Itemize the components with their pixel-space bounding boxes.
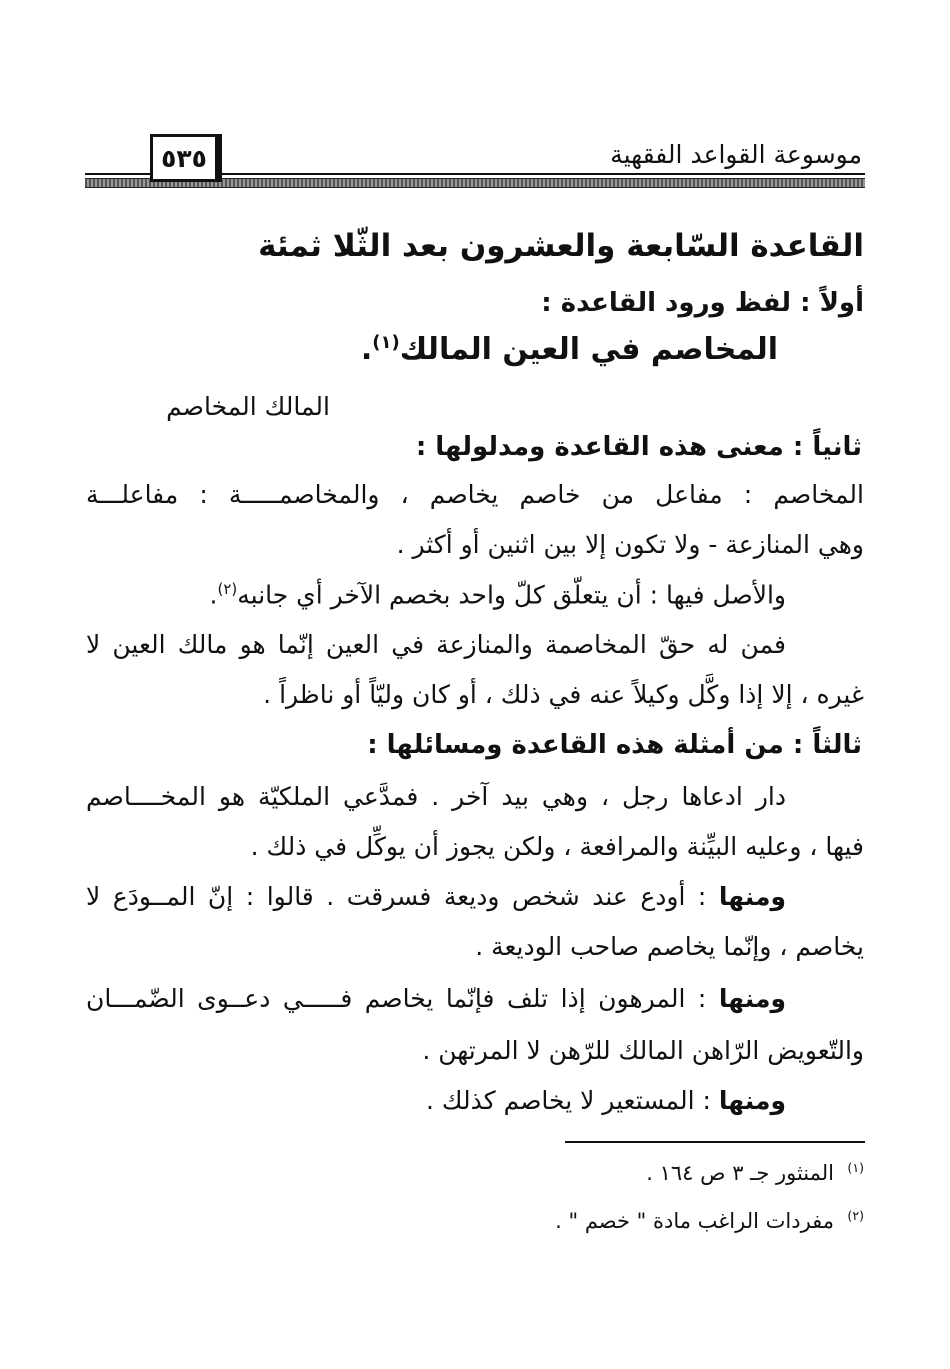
meaning-line-3-end: . xyxy=(209,580,218,610)
footnote-ref-1: (١) xyxy=(372,332,400,353)
rule-title: القاعدة السّابعة والعشرون بعد الثّلا ثمئة xyxy=(258,228,864,264)
example-lead-3: ومنها xyxy=(718,1086,786,1115)
footnote-2-number: (٢) xyxy=(847,1208,864,1223)
example-line-6: والتّعويض الرّاهن المالك للرّهن لا المرتهن . xyxy=(422,1036,864,1065)
example-line-7-text: : المستعير لا يخاصم كذلك . xyxy=(426,1086,719,1115)
example-line-7 xyxy=(426,1086,786,1115)
footnote-1 xyxy=(646,1160,864,1185)
example-lead-2: ومنها xyxy=(718,984,786,1013)
meaning-line-5: غيره ، إلا إذا وكَّل وكيلاً عنه في ذلك ، أو كان وليّاً أو ناظراً . xyxy=(263,680,864,709)
footnote-ref-2: (٢) xyxy=(217,580,238,598)
footnote-2 xyxy=(555,1208,864,1233)
example-line-3-text: : أودع عند شخص وديعة فسرقت . قالوا : إنّ المــودَع لا xyxy=(86,882,719,911)
example-line-1: دار ادعاها رجل ، وهي بيد آخر . فمدَّعي الملكيّة هو المخــــاصم xyxy=(86,782,786,811)
alternative-wording: المالك المخاصم xyxy=(166,392,330,421)
footnote-2-text: مفردات الراغب مادة " خصم " . xyxy=(555,1209,835,1233)
section-heading-examples: ثالثاً : من أمثلة هذه القاعدة ومسائلها : xyxy=(367,730,862,760)
example-line-5-text: : المرهون إذا تلف فإنّما يخاصم فـــــي دعــوى الضّمـــان xyxy=(86,984,719,1013)
page-number: ٥٣٥ xyxy=(150,134,222,182)
section-heading-wording: أولاً : لفظ ورود القاعدة : xyxy=(541,288,864,318)
footnote-1-text: المنثور جـ ٣ ص ١٦٤ . xyxy=(646,1161,835,1185)
rule-text-body: المخاصم في العين المالك xyxy=(399,332,778,367)
example-line-3 xyxy=(86,882,786,911)
example-line-4: يخاصم ، وإنّما يخاصم صاحب الوديعة . xyxy=(475,932,864,961)
example-line-5 xyxy=(86,984,786,1013)
footnote-1-number: (١) xyxy=(847,1160,864,1175)
meaning-line-1: المخاصم : مفاعل من خاصم يخاصم ، والمخاصمـــــة : مفاعلـــة xyxy=(86,480,864,509)
meaning-line-3 xyxy=(210,580,786,609)
rule-text xyxy=(361,332,778,367)
meaning-line-3-text: والأصل فيها : أن يتعلّق كلّ واحد بخصم الآخر أي جانبه xyxy=(237,580,786,610)
example-line-2: فيها ، وعليه البيِّنة والمرافعة ، ولكن يجوز أن يوكِّل في ذلك . xyxy=(250,832,864,861)
example-lead-1: ومنها xyxy=(718,882,786,911)
footnote-separator xyxy=(565,1141,865,1143)
book-title: موسوعة القواعد الفقهية xyxy=(610,140,862,169)
meaning-line-2: وهي المنازعة - ولا تكون إلا بين اثنين أو أكثر . xyxy=(396,530,864,559)
meaning-line-4: فمن له حقّ المخاصمة والمنازعة في العين إنّما هو مالك العين لا xyxy=(86,630,786,659)
section-heading-meaning: ثانياً : معنى هذه القاعدة ومدلولها : xyxy=(415,432,862,462)
rule-text-end: . xyxy=(360,332,373,367)
